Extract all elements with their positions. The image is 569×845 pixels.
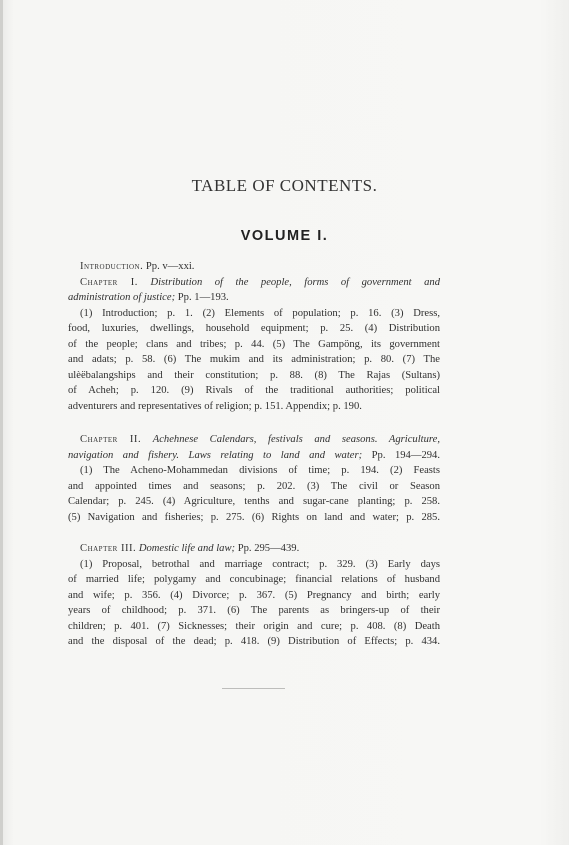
- entry-title: Achehnese Calendars, festivals and seasons. Agriculture,: [152, 434, 440, 445]
- toc-entry-chapter-2-heading-cont: [68, 448, 440, 464]
- toc-body-line: and wife; p. 356. (4) Divorce; p. 367. (5) Pregnancy and birth; early: [68, 589, 440, 601]
- entry-pages: Pp. 295—439.: [237, 543, 300, 554]
- toc-entry-chapter-1-heading: [68, 275, 440, 291]
- page-title: TABLE OF CONTENTS.: [191, 176, 378, 195]
- entry-label: Chapter II.: [80, 434, 142, 445]
- toc-body-line: and appointed times and seasons; p. 202. (3) The civil or Season: [68, 480, 440, 492]
- toc-body-line: years of childhood; p. 371. (6) The parents as bringers-up of their: [68, 605, 440, 616]
- entry-label: Chapter III.: [80, 543, 137, 554]
- entry-pages: Pp. v—xxi.: [145, 261, 195, 272]
- toc-body-line: (5) Navigation and fisheries; p. 275. (6) Rights on land and water; p. 285.: [68, 511, 440, 523]
- entry-title: administration of justice;: [68, 292, 176, 303]
- toc-body-line: food, luxuries, dwellings, household equipment; p. 25. (4) Distribution: [68, 323, 440, 334]
- volume-heading: VOLUME I.: [240, 228, 329, 244]
- toc-body-line: ulèëbalangships and their constitution; p. 88. (8) The Rajas (Sultans): [68, 369, 440, 381]
- toc-body-line: Calendar; p. 245. (4) Agriculture, tenths and sugar-cane planting; p. 258.: [68, 496, 440, 507]
- toc-entry-introduction: [68, 259, 440, 275]
- toc-body-line: of married life; polygamy and concubinage; financial relations of husband: [68, 574, 440, 585]
- entry-pages: Pp. 1—193.: [177, 292, 229, 303]
- entry-title: navigation and fishery. Laws relating to land and water;: [68, 449, 363, 461]
- toc-section-chapter-3: [68, 541, 440, 650]
- toc-body-line: children; p. 401. (7) Sicknesses; their origin and cure; p. 408. (8) Death: [68, 620, 440, 632]
- toc-entry-chapter-3-heading: [68, 541, 440, 557]
- toc-body-line: (1) Introduction; p. 1. (2) Elements of population; p. 16. (3) Dress,: [80, 307, 440, 319]
- toc-section-volume-1-part-1: [68, 259, 440, 414]
- toc-body-line: of Acheh; p. 120. (9) Rivals of the traditional authorities; political: [68, 385, 440, 396]
- entry-title: Distribution of the people, forms of government and: [150, 276, 440, 288]
- entry-label: Introduction.: [80, 261, 144, 272]
- toc-body-line: and the disposal of the dead; p. 418. (9) Distribution of Effects; p. 434.: [68, 636, 440, 647]
- toc-body-line: and adats; p. 58. (6) The mukim and its administration; p. 80. (7) The: [68, 354, 440, 365]
- entry-pages: Pp. 194—294.: [371, 449, 440, 461]
- toc-section-chapter-2: [68, 432, 440, 525]
- toc-body-line: adventurers and representatives of religion; p. 151. Appendix; p. 190.: [68, 400, 362, 412]
- toc-entry-chapter-2-heading: [68, 432, 440, 448]
- toc-body-line: of the people; clans and tribes; p. 44. (5) The Gampöng, its government: [68, 338, 440, 350]
- end-divider-rule: [222, 688, 285, 689]
- entry-label: Chapter I.: [80, 276, 138, 288]
- page-spine-edge: [0, 0, 3, 845]
- entry-title: Domestic life and law;: [138, 543, 236, 554]
- toc-body-line: (1) Proposal, betrothal and marriage contract; p. 329. (3) Early days: [80, 558, 440, 570]
- toc-entry-chapter-1-heading-cont: [68, 290, 440, 306]
- toc-body-line: (1) The Acheno-Mohammedan divisions of time; p. 194. (2) Feasts: [80, 465, 440, 476]
